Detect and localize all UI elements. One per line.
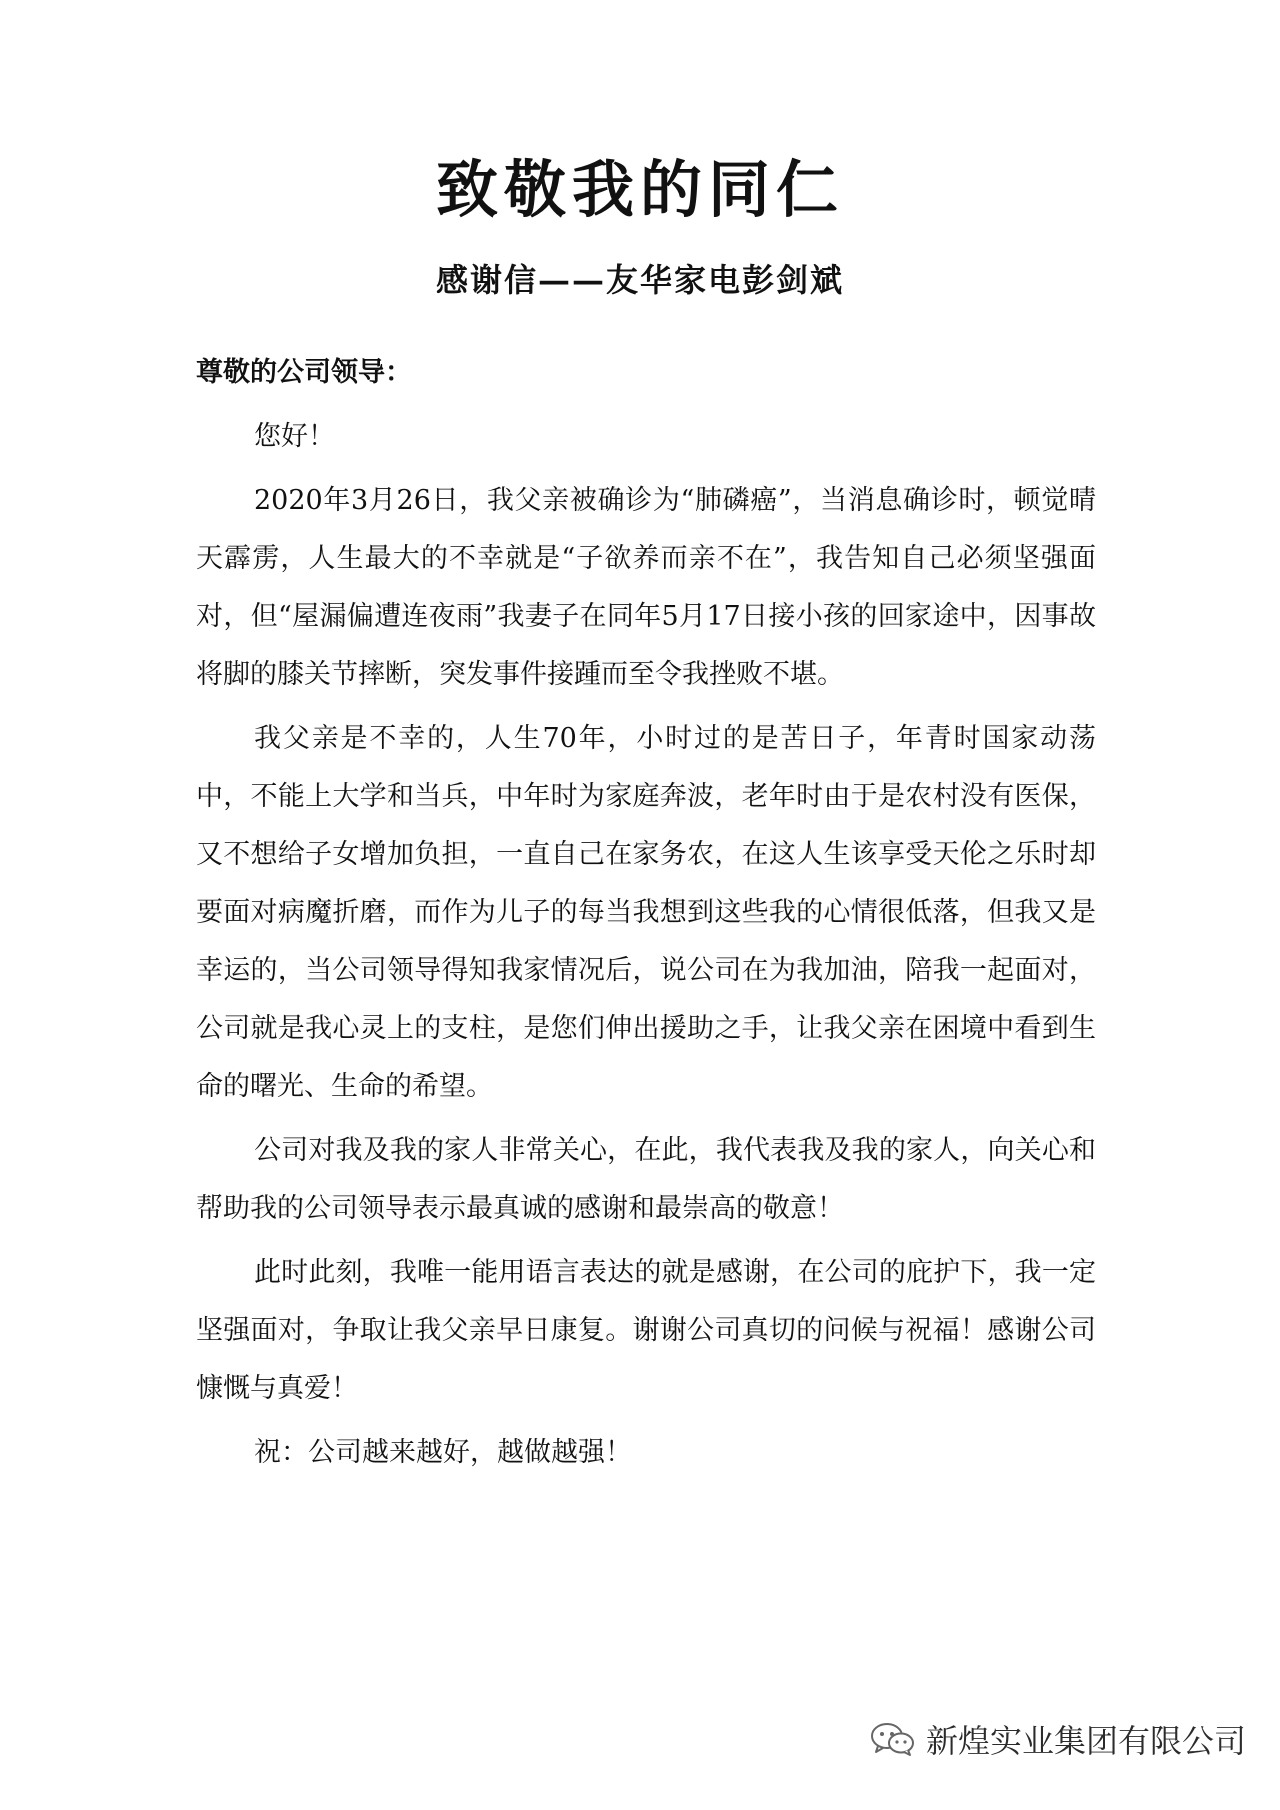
watermark-text: 新煌实业集团有限公司 bbox=[925, 1722, 1246, 1760]
letter-paragraph: 2020年3月26日，我父亲被确诊为“肺磷癌”，当消息确诊时，顿觉晴天霹雳，人生最大的不幸就是“子欲养而亲不在”，我告知自己必须坚强面对，但“屋漏偏遭连夜雨”我妻子在同年5月17日接小孩的回家途中，因事故将脚的膝关节摔断，突发事件接踵而至令我挫败不堪。 bbox=[196, 485, 1096, 690]
page-title: 致敬我的同仁 bbox=[435, 153, 844, 226]
salutation: 尊敬的公司领导： bbox=[196, 357, 412, 388]
letter-paragraph: 此时此刻，我唯一能用语言表达的就是感谢，在公司的庇护下，我一定坚强面对，争取让我父亲早日康复。谢谢公司真切的问候与祝福！感谢公司慷慨与真爱！ bbox=[196, 1257, 1096, 1404]
watermark bbox=[870, 1716, 1246, 1762]
closing-paragraph: 祝：公司越来越好，越做越强！ bbox=[254, 1437, 632, 1468]
wechat-icon bbox=[870, 1721, 916, 1757]
letter-paragraph: 公司对我及我的家人非常关心，在此，我代表我及我的家人，向关心和帮助我的公司领导表示最真诚的感谢和最崇高的敬意！ bbox=[196, 1135, 1096, 1224]
letter-paragraph: 我父亲是不幸的，人生70年，小时过的是苦日子，年青时国家动荡中，不能上大学和当兵，中年时为家庭奔波，老年时由于是农村没有医保，又不想给子女增加负担，一直自己在家务农，在这人生该享受天伦之乐时却要面对病魔折磨，而作为儿子的每当我想到这些我的心情很低落，但我又是幸运的，当公司领导得知我家情况后，说公司在为我加油，陪我一起面对，公司就是我心灵上的支柱，是您们伸出援助之手，让我父亲在困境中看到生命的曙光、生命的希望。 bbox=[196, 723, 1096, 1102]
letter-body bbox=[196, 344, 1096, 1488]
page-subtitle: 感谢信——友华家电彭剑斌 bbox=[435, 261, 844, 299]
greeting-paragraph: 您好！ bbox=[254, 421, 335, 452]
